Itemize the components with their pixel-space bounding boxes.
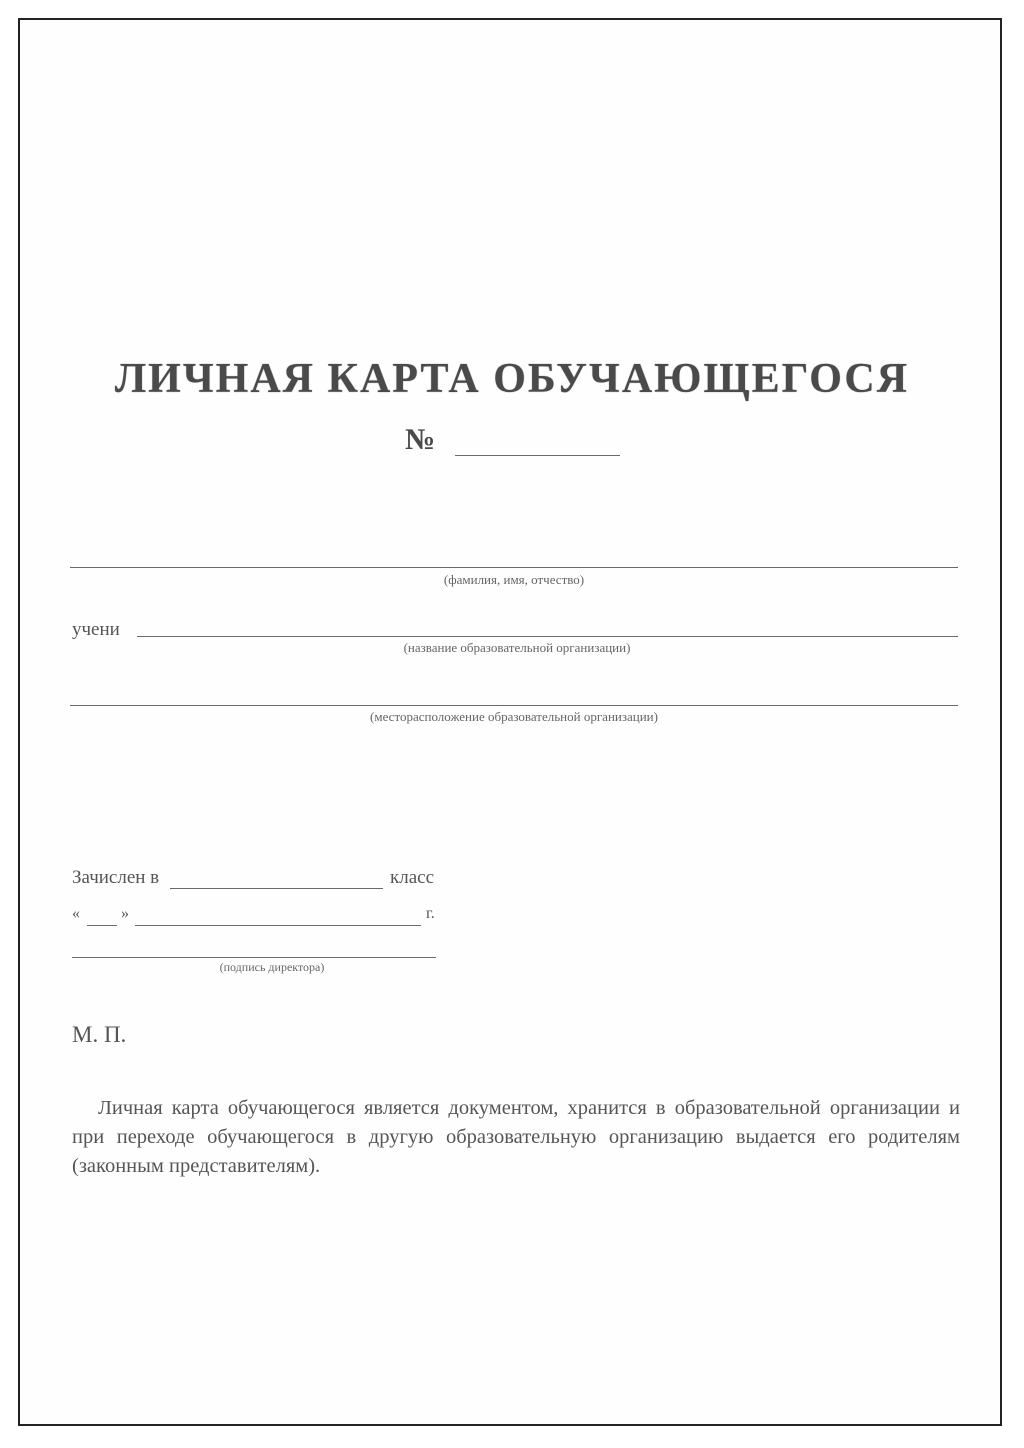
school-location-field[interactable] [70,705,958,706]
class-suffix-label: класс [390,867,435,888]
date-close-quote: » [121,905,129,922]
date-open-quote: « [72,905,80,922]
full-name-field[interactable] [70,567,958,568]
date-day-field[interactable] [87,925,117,926]
full-name-caption: (фамилия, имя, отчество) [443,572,585,587]
director-signature-caption: (подпись директора) [219,960,325,974]
document-note: Личная карта обучающегося является документом, хранится в образовательной организации и при переходе обучающегося в другую образовательную организацию выдается его родителям (законным представителям). [72,1097,960,1177]
enrolled-class-field[interactable] [170,888,383,889]
year-suffix-label: г. [426,905,435,922]
school-name-field[interactable] [137,636,958,637]
school-name-caption: (название образовательной организации) [403,640,631,655]
director-signature-field[interactable] [72,957,436,958]
card-number-field[interactable] [455,455,620,456]
enrolled-prefix-label: Зачислен в [72,867,160,888]
card-number-label: № [405,423,436,456]
document-title: ЛИЧНАЯ КАРТА ОБУЧАЮЩЕГОСЯ [114,356,910,402]
date-month-year-field[interactable] [135,925,421,926]
stamp-place-label: М. П. [72,1022,127,1047]
student-prefix-label: учени [72,619,120,640]
school-location-caption: (месторасположение образовательной организации) [370,709,658,724]
